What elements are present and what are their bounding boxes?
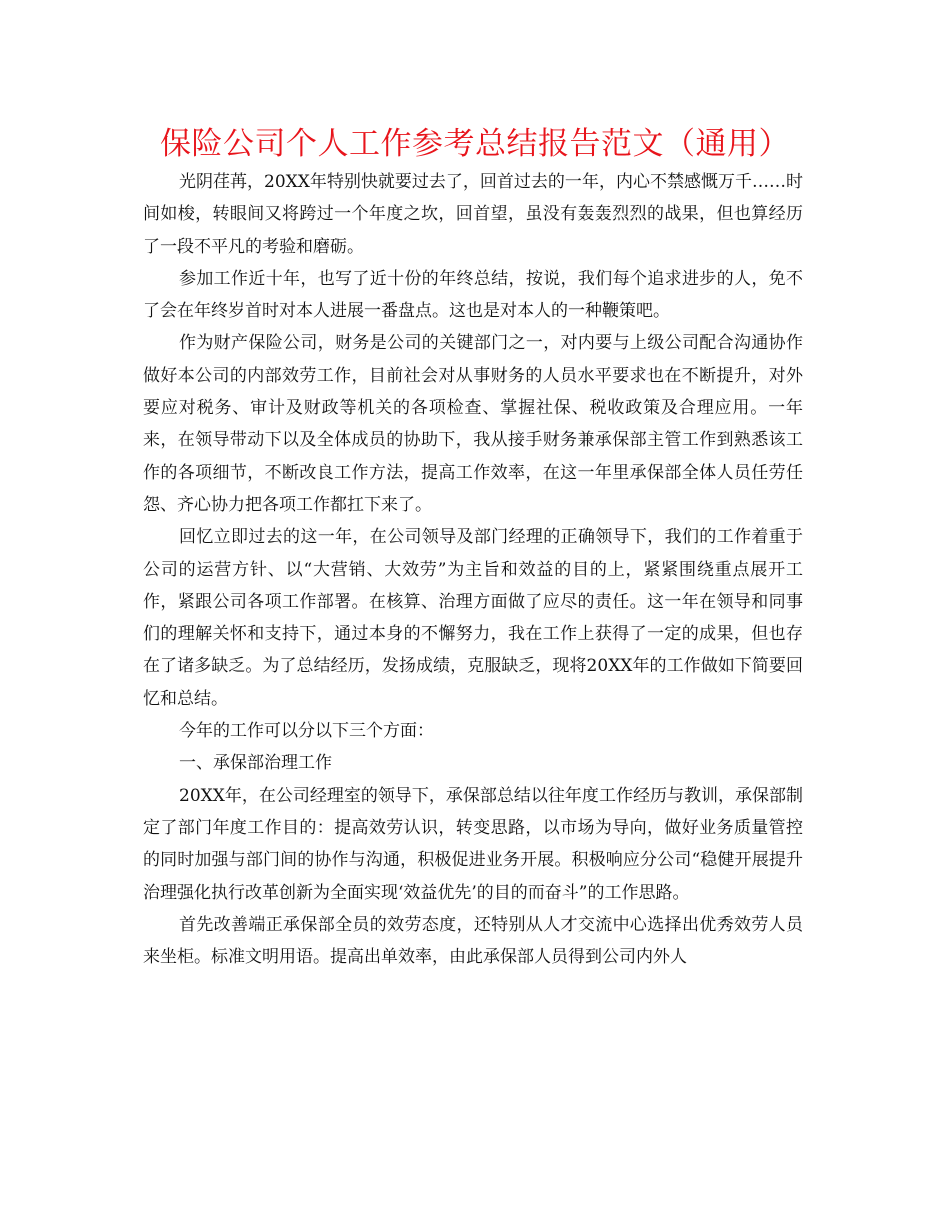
paragraph-year-review: 回忆立即过去的这一年，在公司领导及部门经理的正确领导下，我们的工作着重于公司的运营方针、以“大营销、大效劳”为主旨和效益的目的上，紧紧围绕重点展开工作，紧跟公司各项工作部署。在核算、治理方面做了应尽的责任。这一年在领导和同事们的理解关怀和支持下，通过本身的不懈努力，我在工作上获得了一定的成果，但也存在了诸多缺乏。为了总结经历，发扬成绩，克服缺乏，现将20XX年的工作做如下简要回忆和总结。 bbox=[143, 527, 803, 709]
section-heading-underwriting: 一、承保部治理工作 bbox=[179, 753, 332, 774]
document-title: 保险公司个人工作参考总结报告范文（通用） bbox=[160, 126, 790, 162]
paragraph-three-aspects: 今年的工作可以分以下三个方面： bbox=[179, 721, 434, 742]
paragraph-finance-role: 作为财产保险公司，财务是公司的关键部门之一，对内要与上级公司配合沟通协作做好本公司的内部效劳工作，目前社会对从事财务的人员水平要求也在不断提升，对外要应对税务、审计及财政等机关的各项检查、掌握社保、税收政策及合理应用。一年来，在领导带动下以及全体成员的协助下，我从接手财务兼承保部主管工作到熟悉该工作的各项细节，不断改良工作方法，提高工作效率，在这一年里承保部全体人员任劳任怨、齐心协力把各项工作都扛下来了。 bbox=[143, 333, 803, 515]
document-body bbox=[143, 166, 803, 973]
paragraph-intro: 光阴荏苒，20XX年特别快就要过去了，回首过去的一年，内心不禁感慨万千……时间如梭，转眼间又将跨过一个年度之坎，回首望，虽没有轰轰烈烈的战果，但也算经历了一段不平凡的考验和磨砺。 bbox=[143, 172, 803, 257]
paragraph-service-improvement: 首先改善端正承保部全员的效劳态度，还特别从人才交流中心选择出优秀效劳人员来坐柜。标准文明用语。提高出单效率，由此承保部人员得到公司内外人 bbox=[143, 914, 803, 968]
paragraph-experience: 参加工作近十年，也写了近十份的年终总结，按说，我们每个追求进步的人，免不了会在年终岁首时对本人进展一番盘点。这也是对本人的一种鞭策吧。 bbox=[143, 268, 803, 322]
paragraph-underwriting-goals: 20XX年，在公司经理室的领导下，承保部总结以往年度工作经历与教训，承保部制定了部门年度工作目的：提高效劳认识，转变思路，以市场为导向，做好业务质量管控的同时加强与部门间的协作与沟通，积极促进业务开展。积极响应分公司“稳健开展提升治理强化执行改革创新为全面实现‘效益优先’的目的而奋斗”的工作思路。 bbox=[143, 785, 803, 903]
